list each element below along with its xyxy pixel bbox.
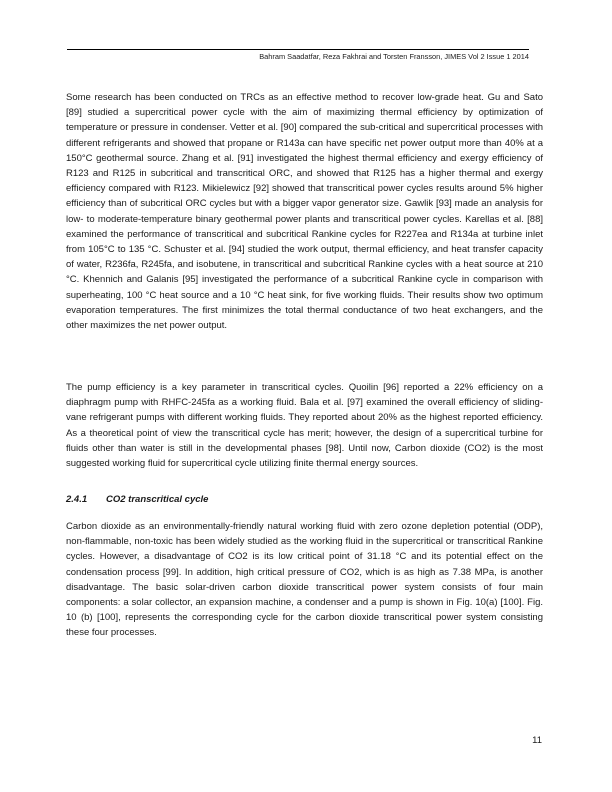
page-number: 11 [532,735,542,746]
body-paragraph: Some research has been conducted on TRCs as an effective method to recover low-grade heat. Gu and Sato [89] studied a supercritical power cycle with the aim of maximizing thermal efficiency by optimization of temperature or pressure in condenser. Vetter et al. [90] compared the sub-critical and supercritical processes with different refrigerants and showed that propane or R143a can have specific net power output more than 40% at a 150°C geothermal source. Zhang et al. [91] investigated the highest thermal efficiency and exergy efficiency of R123 and R125 in subcritical and transcritical ORC, and showed that R125 has a higher thermal and exergy efficiency compared with R123. Mikielewicz [92] showed that transcritical power cycles results around 5% higher efficiency than of subcritical ORC cycles but with a bigger vapor generator size. Gawlik [93] made an analysis for low- to moderate-temperature binary geothermal power plants and transcritical power cycles. Karellas et al. [88] examined the performance of transcritical and subcritical Rankine cycles for R227ea and R134a at turbine inlet from 105°C to 135 °C. Schuster et al. [94] studied the work output, thermal efficiency, and heat transfer capacity of water, R236fa, R245fa, and isobutene, in transcritical and subcritical Rankine cycles with a heat source at 210 °C. Khennich and Galanis [95] investigated the performance of a subcritical Rankine cycle in comparison with superheating, 100 °C heat source and a 10 °C heat sink, for five working fluids. Their results show two optimum evaporation temperatures. The first minimizes the total thermal conductance of two heat exchangers, and the other maximizes the net power output. [66,92,543,332]
subsection-heading [66,492,543,507]
body-paragraph: Carbon dioxide as an environmentally-friendly natural working fluid with zero ozone depletion potential (ODP), non-flammable, non-toxic has been widely studied as the working fluid in the supercritical or transcritical Rankine cycles. However, a disadvantage of CO2 is its low critical point of 31.18 °C and its potential effect on the condensation process [99]. In addition, high critical pressure of CO2, which is as high as 7.38 MPa, is another disadvantage. The basic solar-driven carbon dioxide transcritical power system consists of four main components: a solar collector, an expansion machine, a condenser and a pump is shown in Fig. 10(a) [100]. Fig. 10 (b) [100], represents the corresponding cycle for the carbon dioxide transcritical power system consisting these four processes. [66,521,543,639]
subsection-number: 2.4.1 [66,494,88,505]
body-paragraph: The pump efficiency is a key parameter in transcritical cycles. Quoilin [96] reported a 22% efficiency on a diaphragm pump with RHFC-245fa as a working fluid. Bala et al. [97] examined the overall efficiency of sliding-vane refrigerant pumps with different working fluids. They reported about 20% as the highest reported efficiency. As a theoretical point of view the transcritical cycle has merit; however, the design of a supercritical turbine for fluids other than water is still in the developmental phases [98]. Until now, Carbon dioxide (CO2) is the most suggested working fluid for supercritical cycle utilizing finite thermal energy sources. [66,382,543,470]
subsection-title: CO2 transcritical cycle [106,494,209,505]
header-rule [67,49,529,50]
running-head: Bahram Saadatfar, Reza Fakhrai and Torsten Fransson, JIMES Vol 2 Issue 1 2014 [259,52,529,61]
